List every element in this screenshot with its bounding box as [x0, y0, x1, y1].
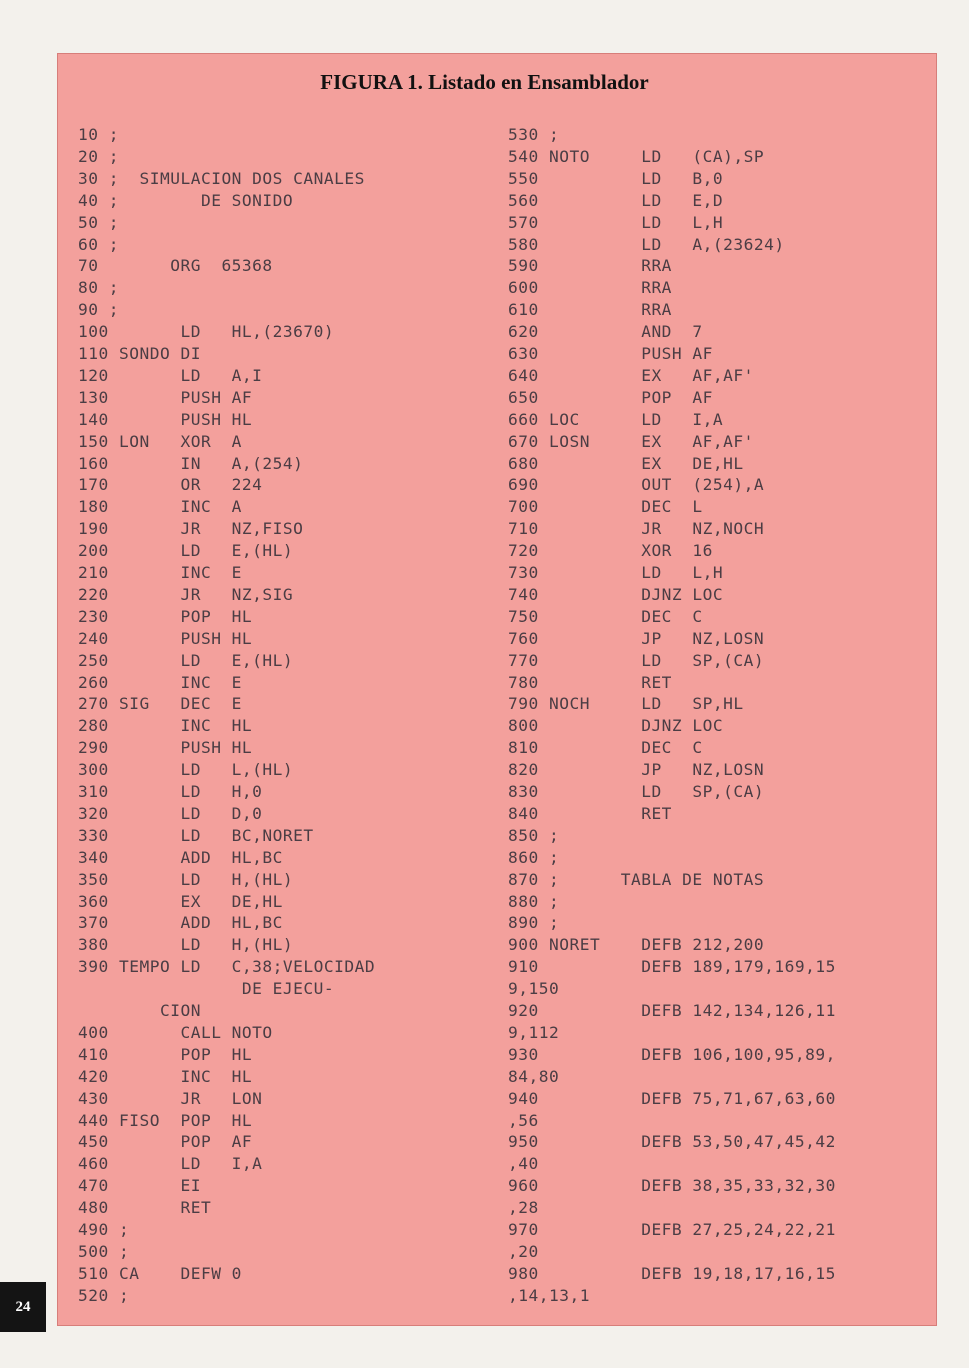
listing-line-left: DE EJECU-: [78, 979, 335, 999]
listing-line-left: 410 POP HL: [78, 1044, 253, 1064]
listing-line-right: 9,150: [508, 979, 560, 999]
listing-line-right: 910 DEFB 189,179,169,15: [508, 957, 836, 977]
listing-line-left: 140 PUSH HL: [78, 409, 253, 429]
listing-line-right: 580 LD A,(23624): [508, 234, 785, 254]
listing-line-right: ,28: [508, 1198, 539, 1218]
listing-line-left: 460 LD I,A: [78, 1154, 263, 1174]
listing-line-left: 160 IN A,(254): [78, 453, 304, 473]
listing-line-left: 30 ; SIMULACION DOS CANALES: [78, 168, 365, 188]
listing-line-right: 970 DEFB 27,25,24,22,21: [508, 1220, 836, 1239]
figure-title: FIGURA 1. Listado en Ensamblador: [320, 70, 649, 94]
listing-line-left: 120 LD A,I: [78, 365, 263, 385]
listing-line-right: 560 LD E,D: [508, 190, 724, 210]
listing-line-left: 110 SONDO DI: [78, 344, 201, 363]
listing-line-right: 700 DEC L: [508, 497, 703, 517]
listing-line-right: 950 DEFB 53,50,47,45,42: [508, 1132, 836, 1152]
listing-line-left: 340 ADD HL,BC: [78, 847, 283, 867]
listing-line-right: 830 LD SP,(CA): [508, 782, 765, 801]
listing-line-left: 320 LD D,0: [78, 803, 263, 823]
listing-line-left: 40 ; DE SONIDO: [78, 190, 294, 210]
listing-line-right: 540 NOTO LD (CA),SP: [508, 146, 765, 166]
listing-line-right: 800 DJNZ LOC: [508, 716, 724, 736]
listing-line-right: 840 RET: [508, 803, 672, 823]
listing-line-left: 90 ;: [78, 300, 119, 320]
listing-line-left: 130 PUSH AF: [78, 387, 253, 407]
listing-line-left: 50 ;: [78, 212, 119, 232]
listing-line-left: 370 ADD HL,BC: [78, 913, 283, 933]
listing-line-left: 70 ORG 65368: [78, 256, 273, 276]
listing-line-left: 490 ;: [78, 1220, 130, 1239]
listing-line-left: 10 ;: [78, 125, 119, 144]
listing-line-left: 280 INC HL: [78, 716, 253, 736]
listing-line-right: 780 RET: [508, 672, 672, 692]
listing-line-left: 310 LD H,0: [78, 782, 263, 801]
listing-line-right: 920 DEFB 142,134,126,11: [508, 1001, 836, 1020]
listing-line-right: 810 DEC C: [508, 738, 703, 758]
listing-line-right: 720 XOR 16: [508, 541, 713, 561]
listing-line-right: 710 JR NZ,NOCH: [508, 519, 765, 539]
listing-line-right: 960 DEFB 38,35,33,32,30: [508, 1176, 836, 1196]
listing-line-left: 360 EX DE,HL: [78, 891, 283, 911]
listing-line-left: 220 JR NZ,SIG: [78, 584, 294, 604]
listing-line-left: 270 SIG DEC E: [78, 694, 242, 714]
listing-line-left: 440 FISO POP HL: [78, 1110, 253, 1130]
listing-line-left: 200 LD E,(HL): [78, 541, 294, 561]
listing-line-right: 890 ;: [508, 913, 560, 933]
listing-line-left: CION: [78, 1001, 201, 1020]
listing-line-right: 860 ;: [508, 847, 560, 867]
listing-line-right: 740 DJNZ LOC: [508, 584, 724, 604]
listing-line-left: 380 LD H,(HL): [78, 935, 294, 955]
listing-line-right: 730 LD L,H: [508, 563, 724, 582]
listing-line-right: 660 LOC LD I,A: [508, 409, 724, 429]
listing-line-right: 670 LOSN EX AF,AF': [508, 431, 754, 451]
listing-line-right: 630 PUSH AF: [508, 344, 713, 363]
listing-line-left: 330 LD BC,NORET: [78, 825, 314, 845]
listing-line-right: 750 DEC C: [508, 606, 703, 626]
listing-line-left: 60 ;: [78, 234, 119, 254]
listing-line-left: 230 POP HL: [78, 606, 253, 626]
listing-line-right: 900 NORET DEFB 212,200: [508, 935, 765, 955]
listing-line-left: 430 JR LON: [78, 1088, 263, 1108]
listing-line-right: 84,80: [508, 1066, 560, 1086]
listing-line-right: 870 ; TABLA DE NOTAS: [508, 869, 765, 889]
listing-line-left: 480 RET: [78, 1198, 212, 1218]
listing-line-left: 100 LD HL,(23670): [78, 322, 335, 342]
listing-line-right: 620 AND 7: [508, 322, 703, 342]
listing-line-left: 450 POP AF: [78, 1132, 253, 1152]
listing-line-right: ,40: [508, 1154, 539, 1174]
listing-line-left: 510 CA DEFW 0: [78, 1263, 242, 1283]
listing-line-right: 880 ;: [508, 891, 560, 911]
listing-line-left: 250 LD E,(HL): [78, 650, 294, 670]
listing-line-left: 400 CALL NOTO: [78, 1022, 273, 1042]
listing-line-left: 80 ;: [78, 278, 119, 298]
listing-line-left: 290 PUSH HL: [78, 738, 253, 758]
listing-line-right: 530 ;: [508, 125, 560, 144]
listing-line-left: 240 PUSH HL: [78, 628, 253, 648]
listing-line-right: 9,112: [508, 1022, 560, 1042]
listing-line-right: 770 LD SP,(CA): [508, 650, 765, 670]
listing-line-left: 420 INC HL: [78, 1066, 253, 1086]
listing-line-right: 850 ;: [508, 825, 560, 845]
listing-line-left: 180 INC A: [78, 497, 242, 517]
listing-line-left: 260 INC E: [78, 672, 242, 692]
listing-line-right: 640 EX AF,AF': [508, 365, 754, 385]
listing-line-left: 350 LD H,(HL): [78, 869, 294, 889]
listing-line-right: 590 RRA: [508, 256, 672, 276]
listing-line-right: 930 DEFB 106,100,95,89,: [508, 1044, 836, 1064]
listing-line-left: 520 ;: [78, 1285, 130, 1305]
listing-line-right: 680 EX DE,HL: [508, 453, 744, 473]
listing-line-left: 170 OR 224: [78, 475, 263, 495]
listing-line-right: 650 POP AF: [508, 387, 713, 407]
listing-line-left: 210 INC E: [78, 563, 242, 582]
listing-line-left: 150 LON XOR A: [78, 431, 242, 451]
listing-line-right: 610 RRA: [508, 300, 672, 320]
page-number: 24: [0, 1282, 46, 1332]
listing-line-left: 500 ;: [78, 1241, 130, 1261]
listing-line-right: 570 LD L,H: [508, 212, 724, 232]
listing-line-left: 190 JR NZ,FISO: [78, 519, 304, 539]
listing-line-left: 20 ;: [78, 146, 119, 166]
listing-line-left: 390 TEMPO LD C,38;VELOCIDAD: [78, 957, 376, 977]
listing-line-right: ,56: [508, 1110, 539, 1130]
listing-line-right: 820 JP NZ,LOSN: [508, 760, 765, 780]
listing-line-right: 760 JP NZ,LOSN: [508, 628, 765, 648]
listing-line-right: 550 LD B,0: [508, 168, 724, 188]
listing-line-right: 940 DEFB 75,71,67,63,60: [508, 1088, 836, 1108]
listing-line-right: ,14,13,1: [508, 1285, 590, 1305]
listing-line-right: 790 NOCH LD SP,HL: [508, 694, 744, 714]
listing-line-left: 470 EI: [78, 1176, 201, 1196]
listing-line-right: 980 DEFB 19,18,17,16,15: [508, 1263, 836, 1283]
listing-line-right: 600 RRA: [508, 278, 672, 298]
listing-line-left: 300 LD L,(HL): [78, 760, 294, 780]
listing-line-right: ,20: [508, 1241, 539, 1261]
listing-line-right: 690 OUT (254),A: [508, 475, 765, 495]
